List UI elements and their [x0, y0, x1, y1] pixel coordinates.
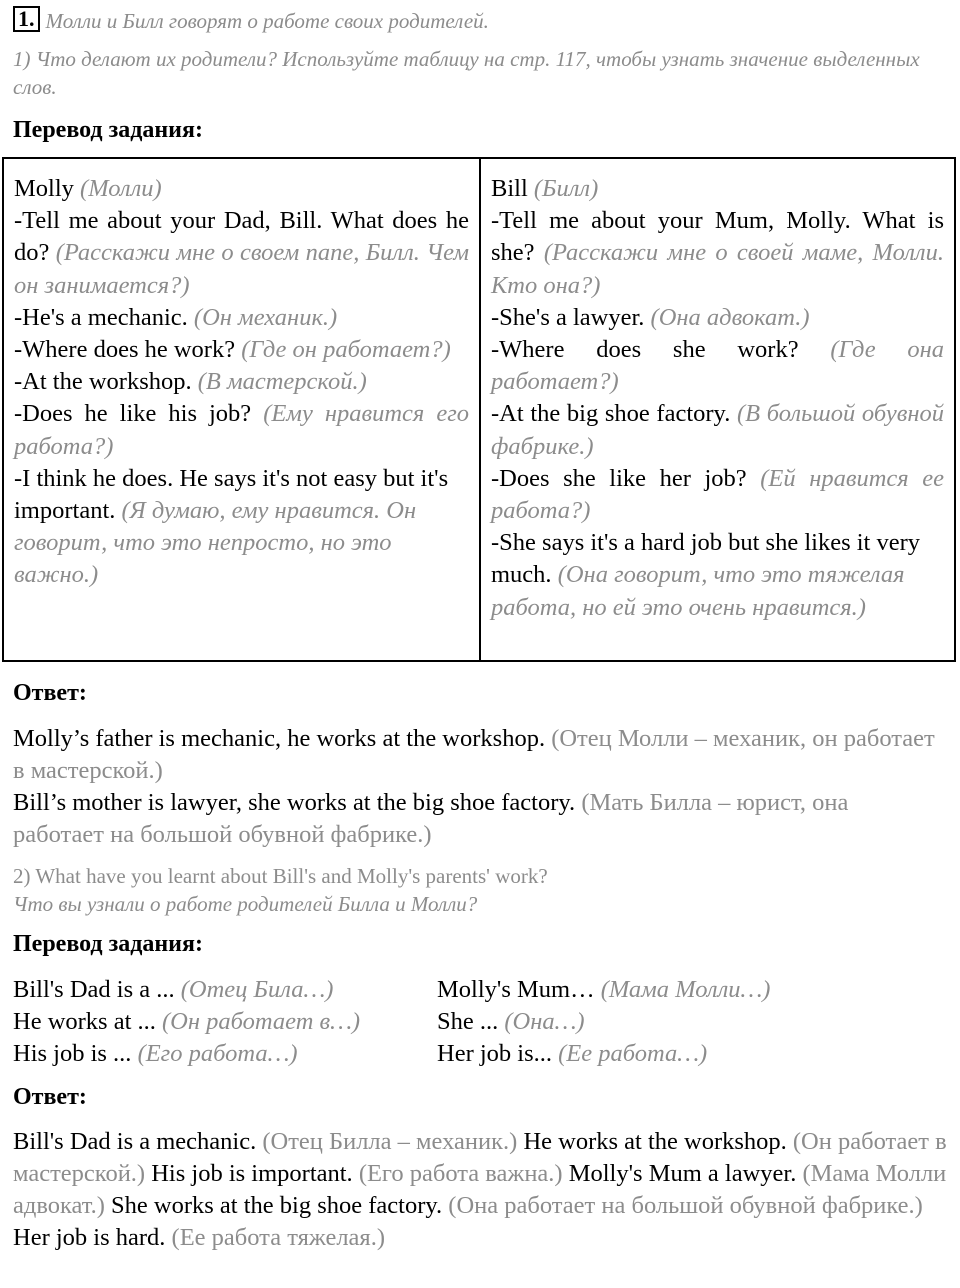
answer-ru: (Его работа важна.): [358, 1160, 563, 1187]
line-en: -Where does he work?: [14, 336, 236, 364]
dialog-column-bill: [481, 159, 954, 660]
line-en: -Does she like her job?: [491, 464, 747, 492]
answer-en: Molly’s father is mechanic, he works at the workshop.: [13, 725, 546, 752]
line-ru: (Я думаю, ему нравится. Он говорит, что это непросто, но это важно.): [14, 497, 417, 589]
answer-heading-1: Ответ:: [13, 680, 87, 706]
answer-en: She works at the big shoe factory.: [111, 1192, 443, 1219]
dialog-line: [491, 527, 944, 624]
dialog-line: [14, 205, 469, 302]
line-en: -At the big shoe factory.: [491, 400, 731, 428]
answer-ru: (Отец Билла – механик.): [262, 1128, 518, 1155]
answer-heading-2: Ответ:: [13, 1084, 87, 1110]
line-en: -Does he like his job?: [14, 400, 252, 428]
line-ru: (В большой обувной фабрике.): [491, 400, 944, 460]
phrase-ru: (Она…): [504, 1008, 585, 1035]
line-ru: (Ему нравится его работа?): [14, 400, 470, 460]
dialog-line: [491, 463, 944, 527]
phrase-row: [13, 974, 943, 1006]
phrase-en: Bill's Dad is a ...: [13, 976, 175, 1003]
phrase-en: Molly's Mum…: [437, 976, 595, 1003]
line-ru: (Молли): [80, 175, 162, 202]
line-en: -Tell me about your Mum, Molly. What is she?: [491, 207, 944, 267]
answer-ru: (Она работает на большой обувной фабрике.): [448, 1192, 923, 1219]
line-ru: (Где она работает?): [491, 336, 945, 396]
dialog-line: [491, 334, 944, 398]
task-number: 1.: [13, 6, 40, 32]
answer-en: Bill's Dad is a mechanic.: [13, 1128, 257, 1155]
phrase-en: He works at ...: [13, 1008, 156, 1035]
part2-english: 2) What have you learnt about Bill's and Molly's parents' work?: [13, 864, 548, 888]
phrase-ru: (Ее работа…): [558, 1040, 708, 1067]
phrase-ru: (Его работа…): [137, 1040, 298, 1067]
line-ru: (Расскажи мне о своем папе, Билл. Чем он занимается?): [14, 239, 470, 299]
answer-ru: (Отец Молли – механик, он работает в мастерской.): [13, 725, 935, 784]
task-part2: [13, 862, 548, 918]
part2-russian: Что вы узнали о работе родителей Билла и Молли?: [13, 892, 478, 916]
line-ru: (Она говорит, что это тяжелая работа, но ей это очень нравится.): [491, 561, 905, 621]
dialog-line: [14, 398, 469, 462]
line-en: Molly: [14, 175, 74, 202]
line-ru: (В мастерской.): [197, 368, 367, 396]
line-en: -Where does she work?: [491, 336, 799, 364]
phrase-row: [13, 1006, 943, 1038]
answer-en: His job is important.: [151, 1160, 353, 1187]
dialog-line: [14, 302, 469, 334]
answer-1: [13, 723, 943, 851]
line-en: -At the workshop.: [14, 368, 192, 396]
dialog-line: [14, 334, 469, 366]
line-ru: (Билл): [533, 175, 599, 202]
line-en: -She's a lawyer.: [491, 303, 645, 331]
answer-ru: (Мать Билла – юрист, она работает на большой обувной фабрике.): [13, 789, 849, 848]
answer-line: [13, 723, 943, 787]
line-ru: (Она адвокат.): [650, 303, 810, 331]
task-part1: 1) Что делают их родители? Используйте таблицу на стр. 117, чтобы узнать значение выделенных слов.: [13, 47, 920, 99]
line-ru: (Ей нравится ее работа?): [491, 464, 945, 525]
line-en: -He's a mechanic.: [14, 303, 188, 331]
answer-2: [13, 1126, 948, 1254]
line-en: -She says it's a hard job but she likes it very much.: [491, 529, 921, 589]
line-ru: (Где он работает?): [241, 336, 451, 364]
answer-en: Her job is hard.: [13, 1224, 166, 1251]
dialog-line: [491, 398, 944, 462]
answer-ru: (Мама Молли адвокат.): [13, 1160, 947, 1219]
answer-line: [13, 787, 943, 851]
dialog-line: [14, 463, 469, 592]
translation-heading-2: Перевод задания:: [13, 931, 203, 957]
answer-ru: (Ее работа тяжелая.): [171, 1224, 385, 1251]
phrase-ru: (Он работает в…): [162, 1008, 361, 1035]
answer-en: Bill’s mother is lawyer, she works at the big shoe factory.: [13, 789, 576, 816]
line-ru: (Расскажи мне о своей маме, Молли. Кто она?): [491, 239, 944, 299]
phrase-ru: (Отец Била…): [180, 976, 334, 1003]
line-ru: (Он механик.): [193, 303, 338, 331]
dialog-line: [491, 302, 944, 334]
answer-en: Molly's Mum a lawyer.: [568, 1160, 797, 1187]
line-en: -I think he does. He says it's not easy but it's important.: [14, 464, 449, 525]
phrase-en: His job is ...: [13, 1040, 132, 1067]
dialog-table: [2, 157, 956, 662]
task-title: Молли и Билл говорят о работе своих родителей.: [45, 9, 489, 33]
phrase-en: She ...: [437, 1008, 499, 1035]
answer-ru: (Он работает в мастерской.): [13, 1128, 947, 1187]
dialog-line: [491, 173, 944, 205]
phrase-en: Her job is...: [437, 1040, 552, 1067]
dialog-line: [14, 173, 469, 205]
answer-en: He works at the workshop.: [523, 1128, 787, 1155]
phrase-row: [13, 1038, 943, 1070]
dialog-line: [14, 366, 469, 398]
line-en: Bill: [491, 175, 528, 202]
task-header: [13, 6, 489, 35]
line-en: -Tell me about your Dad, Bill. What does he do?: [14, 207, 469, 267]
phrase-ru: (Мама Молли…): [600, 976, 771, 1003]
dialog-column-molly: [4, 159, 481, 660]
phrase-grid: [13, 974, 943, 1070]
translation-heading-1: Перевод задания:: [13, 117, 203, 143]
dialog-line: [491, 205, 944, 302]
